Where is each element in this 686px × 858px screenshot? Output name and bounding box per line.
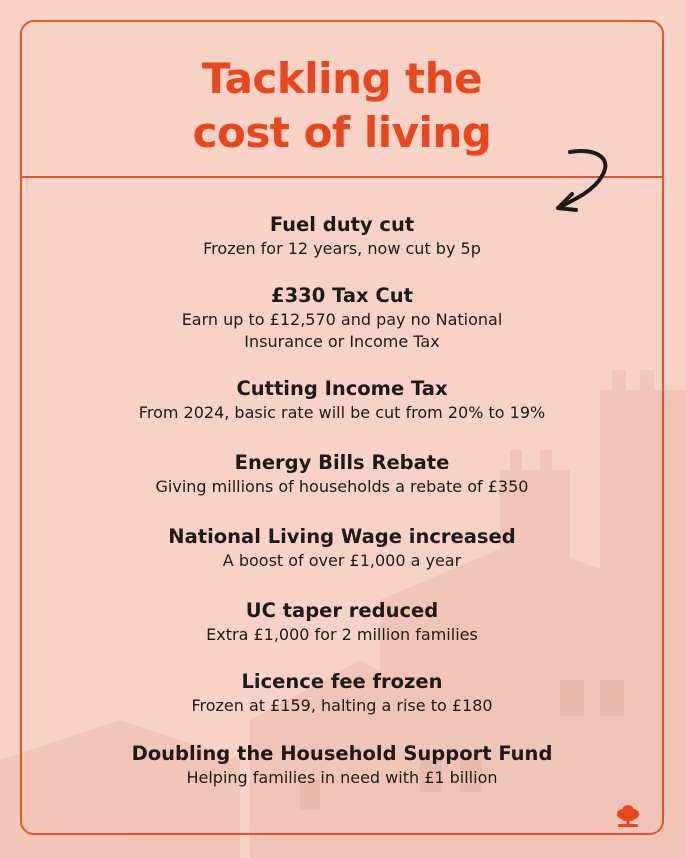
item-title: Energy Bills Rebate bbox=[234, 451, 450, 474]
item-title: National Living Wage increased bbox=[168, 525, 516, 548]
item-title: Doubling the Household Support Fund bbox=[131, 742, 553, 765]
item-description: Extra £1,000 for 2 million families bbox=[206, 625, 478, 644]
tree-logo-icon bbox=[614, 803, 642, 829]
item-description: Earn up to £12,570 and pay no National Insurance or Income Tax bbox=[181, 310, 503, 351]
title-line-2: cost of living bbox=[192, 108, 492, 157]
item-description: Giving millions of households a rebate of £350 bbox=[155, 477, 529, 496]
item-title: Licence fee frozen bbox=[241, 670, 443, 693]
item-title: £330 Tax Cut bbox=[271, 284, 413, 307]
list-item bbox=[22, 598, 662, 646]
info-card bbox=[20, 20, 664, 835]
page-title bbox=[22, 52, 662, 160]
item-description: Frozen at £159, halting a rise to £180 bbox=[191, 696, 493, 715]
item-title: Cutting Income Tax bbox=[236, 377, 448, 400]
item-title: UC taper reduced bbox=[245, 599, 439, 622]
list-item bbox=[22, 376, 662, 424]
curved-arrow-icon bbox=[552, 146, 622, 216]
title-line-1: Tackling the bbox=[201, 54, 483, 103]
item-description: A boost of over £1,000 a year bbox=[222, 551, 462, 570]
item-description: Frozen for 12 years, now cut by 5p bbox=[203, 239, 481, 258]
list-item bbox=[22, 669, 662, 717]
list-item bbox=[22, 450, 662, 498]
list-item bbox=[22, 524, 662, 572]
item-description: From 2024, basic rate will be cut from 20% to 19% bbox=[138, 403, 546, 422]
list-item bbox=[22, 212, 662, 260]
item-description: Helping families in need with £1 billion bbox=[186, 768, 498, 787]
list-item bbox=[22, 741, 662, 789]
list-item bbox=[22, 283, 662, 353]
item-title: Fuel duty cut bbox=[269, 213, 415, 236]
